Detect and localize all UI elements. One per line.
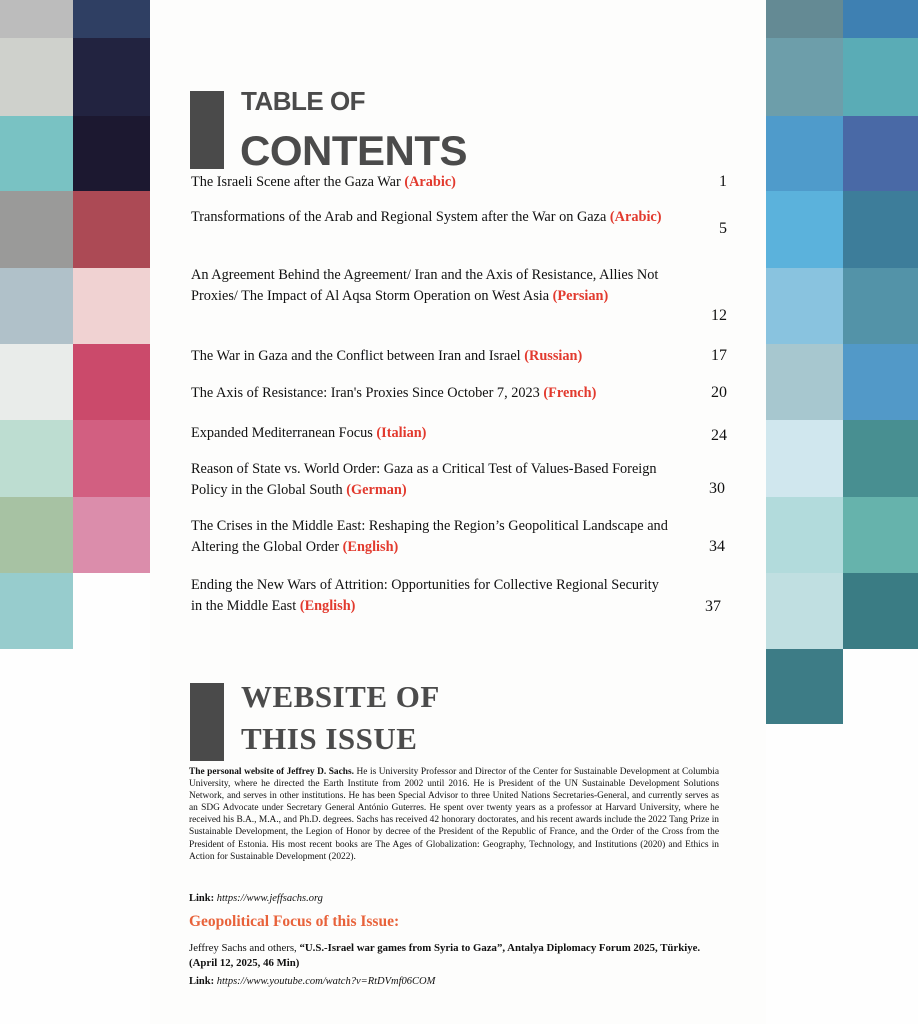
color-tile: [0, 268, 73, 344]
toc-entry-title: The Axis of Resistance: Iran's Proxies Since October 7, 2023: [191, 385, 540, 401]
toc-entry[interactable]: [191, 459, 671, 500]
ref-authors: Jeffrey Sachs and others,: [189, 942, 300, 954]
toc-entry[interactable]: [191, 346, 671, 367]
color-tile: [73, 191, 150, 268]
color-tile: [843, 268, 918, 344]
toc-entry-language: (German): [346, 481, 407, 498]
toc-entry-title: Reason of State vs. World Order: Gaza as a Critical Test of Values-Based Foreign Policy in the Global South: [191, 461, 657, 498]
section-marker-bar: [190, 91, 224, 169]
toc-page-number: 37: [705, 598, 721, 615]
toc-heading-line1: TABLE OF: [241, 86, 366, 116]
color-tile: [843, 38, 918, 116]
toc-page-number: 5: [719, 220, 727, 237]
color-tile: [766, 420, 843, 497]
geopolitical-heading: Geopolitical Focus of this Issue:: [189, 913, 400, 930]
toc-entry-language: (English): [342, 538, 399, 555]
color-tile: [766, 649, 843, 724]
color-tile: [73, 344, 150, 420]
color-tile: [766, 497, 843, 573]
toc-entry-language: (Arabic): [404, 174, 456, 190]
link-label: Link:: [189, 893, 215, 904]
toc-entry-language: (Arabic): [609, 209, 662, 225]
color-tile: [0, 497, 73, 573]
website-link[interactable]: https://www.jeffsachs.org: [216, 893, 323, 904]
color-tile: [0, 344, 73, 420]
toc-entry-language: (Persian): [552, 287, 609, 304]
toc-heading-line2: CONTENTS: [240, 127, 467, 174]
toc-page-number: 34: [709, 538, 725, 555]
color-tile: [0, 0, 73, 38]
color-tile: [766, 0, 843, 38]
toc-entry-title: The Crises in the Middle East: Reshaping the Region’s Geopolitical Landscape and Altering the Global Order: [191, 518, 668, 555]
color-tile: [843, 497, 918, 573]
toc-entry-title: The Israeli Scene after the Gaza War: [191, 174, 401, 190]
color-tile: [843, 420, 918, 497]
color-tile: [843, 116, 918, 191]
color-tile: [766, 573, 843, 649]
color-tile: [843, 344, 918, 420]
section-marker-bar: [190, 683, 224, 761]
color-tile: [0, 116, 73, 191]
color-tile: [766, 38, 843, 116]
color-tile: [0, 191, 73, 268]
color-tile: [766, 268, 843, 344]
toc-entry[interactable]: [191, 383, 671, 404]
website-link-line: [189, 893, 323, 904]
ref-title: “U.S.-Israel war games from Syria to Gaza”, Antalya Diplomacy Forum 2025, Türkiye. (April 12, 2025, 46 Min): [189, 942, 701, 969]
toc-page-number: 24: [711, 427, 727, 444]
geopolitical-reference: [189, 941, 729, 971]
color-tile: [766, 116, 843, 191]
color-tile: [0, 38, 73, 116]
toc-entry-title: Expanded Mediterranean Focus: [191, 425, 373, 441]
toc-entry-language: (Russian): [524, 348, 583, 364]
color-tile: [843, 191, 918, 268]
color-tile: [73, 116, 150, 191]
color-tile: [73, 0, 150, 38]
toc-entry-title: An Agreement Behind the Agreement/ Iran and the Axis of Resistance, Allies Not Proxies/ The Impact of Al Aqsa Storm Operation on West Asia: [191, 267, 659, 304]
color-tile: [0, 420, 73, 497]
toc-entry[interactable]: [191, 575, 671, 616]
toc-page-number: 12: [711, 307, 727, 324]
toc-entry[interactable]: [191, 423, 671, 444]
website-heading-line2: THIS ISSUE: [241, 721, 418, 756]
link-label: Link:: [189, 976, 215, 987]
geopolitical-link-line: [189, 976, 435, 987]
color-tile: [766, 344, 843, 420]
bio-lead: The personal website of Jeffrey D. Sachs.: [189, 767, 354, 777]
toc-entry[interactable]: [191, 516, 671, 557]
toc-entry[interactable]: [191, 265, 671, 306]
color-tile: [766, 191, 843, 268]
website-heading-line1: WEBSITE OF: [241, 679, 440, 714]
toc-entry[interactable]: [191, 207, 671, 228]
website-bio: [189, 766, 719, 863]
toc-page-number: 1: [719, 173, 727, 190]
color-tile: [843, 573, 918, 649]
bio-text: He is University Professor and Director of the Center for Sustainable Development at Columbia University, where he directed the Earth Institute from 2002 until 2016. He is President of the UN Sustainable Development Solutions Network, and serves in other institutions. He has been Special Advisor to three United Nations Secretaries-General, and currently serves as an SDG Advocate under Secretary General António Guterres. He spent over twenty years as a professor at Harvard University, where he received his B.A., M.A., and Ph.D. degrees. Sachs has received 42 honorary doctorates, and his recent awards include the 2022 Tang Prize in Sustainable Development, the Legion of Honor by decree of the President of the Republic of France, and the Order of the Cross from the President of Estonia. His most recent books are The Ages of Globalization: Geography, Technology, and Institutions (2020) and Ethics in Action for Sustainable Development (2022).: [189, 767, 720, 862]
toc-entry-title: Transformations of the Arab and Regional System after the War on Gaza: [191, 209, 607, 225]
color-tile: [843, 0, 918, 38]
toc-entry-title: The War in Gaza and the Conflict between Iran and Israel: [191, 348, 521, 364]
toc-page-number: 30: [709, 480, 725, 497]
toc-entry[interactable]: [191, 172, 671, 193]
color-tile: [73, 497, 150, 573]
toc-page-number: 17: [711, 347, 727, 364]
toc-page-number: 20: [711, 384, 727, 401]
color-tile: [0, 573, 73, 649]
video-link[interactable]: https://www.youtube.com/watch?v=RtDVmf06COM: [216, 976, 436, 987]
toc-entry-title: Ending the New Wars of Attrition: Opportunities for Collective Regional Security in the Middle East: [191, 577, 659, 614]
color-tile: [73, 38, 150, 116]
color-tile: [73, 420, 150, 497]
toc-entry-language: (Italian): [376, 425, 427, 441]
color-tile: [73, 268, 150, 344]
toc-entry-language: (French): [543, 385, 597, 401]
toc-entry-language: (English): [299, 597, 356, 614]
